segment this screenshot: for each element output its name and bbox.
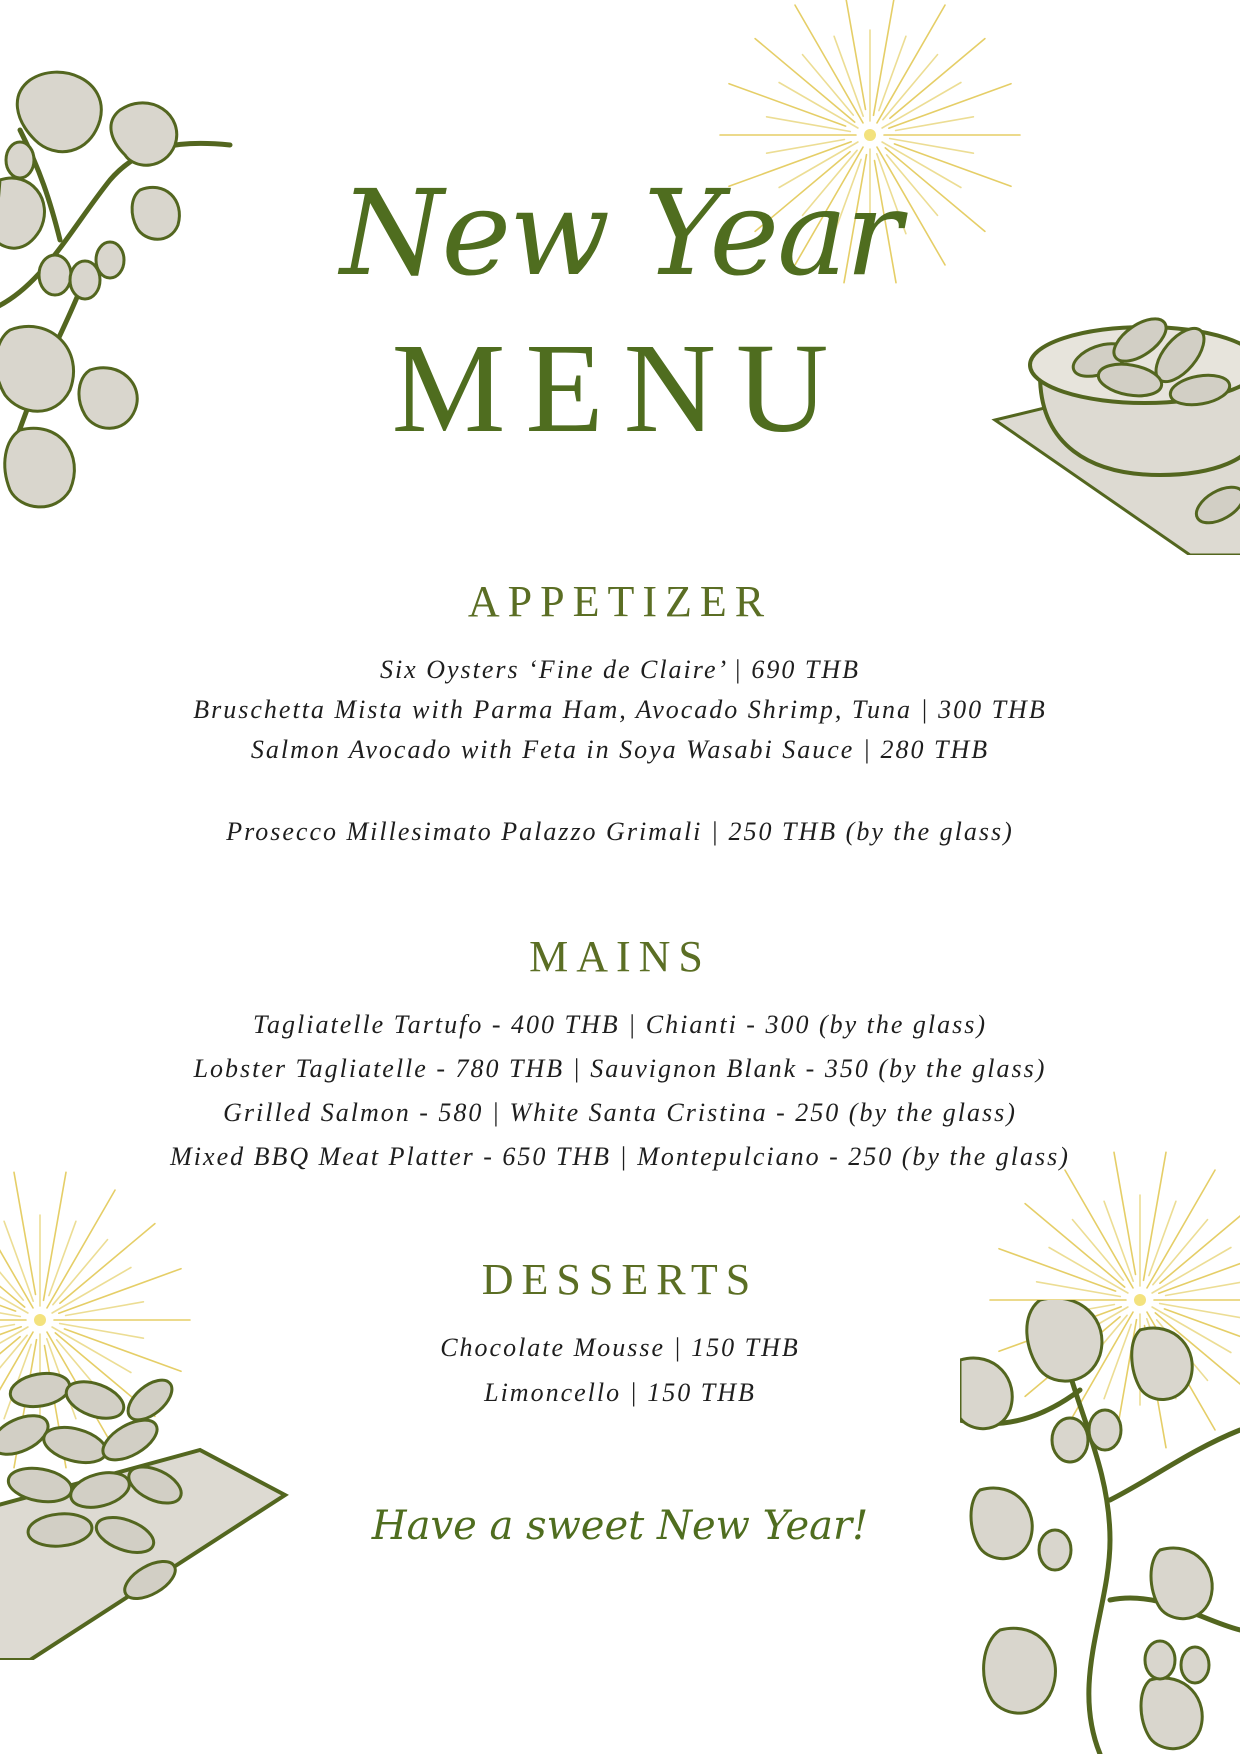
menu-item: Grilled Salmon - 580 | White Santa Cristina - 250 (by the glass) [223,1098,1017,1127]
menu-item: Lobster Tagliatelle - 780 THB | Sauvignon Blank - 350 (by the glass) [193,1054,1047,1083]
mains-list [0,1003,1240,1179]
menu-item: Salmon Avocado with Feta in Soya Wasabi Sauce | 280 THB [250,735,990,764]
drink-item: Prosecco Millesimato Palazzo Grimali | 250 THB (by the glass) [226,817,1014,846]
menu-title-main: MENU [391,317,849,459]
appetizer-list [0,650,1240,852]
section-heading-mains: MAINS [529,932,711,981]
menu-item: Mixed BBQ Meat Platter - 650 THB | Montepulciano - 250 (by the glass) [170,1142,1070,1171]
section-heading-desserts: DESSERTS [481,1255,759,1304]
menu-item: Limoncello | 150 THB [484,1378,756,1407]
section-heading-appetizer: APPETIZER [467,577,773,626]
menu-title-script: New Year [340,164,900,302]
desserts-list [0,1325,1240,1415]
menu-item: Bruschetta Mista with Parma Ham, Avocado Shrimp, Tuna | 300 THB [193,695,1047,724]
menu-item: Six Oysters ‘Fine de Claire’ | 690 THB [379,655,861,684]
menu-item: Tagliatelle Tartufo - 400 THB | Chianti - 300 (by the glass) [252,1010,988,1039]
signoff-text: Have a sweet New Year! [371,1503,869,1549]
menu-item: Chocolate Mousse | 150 THB [440,1333,800,1362]
